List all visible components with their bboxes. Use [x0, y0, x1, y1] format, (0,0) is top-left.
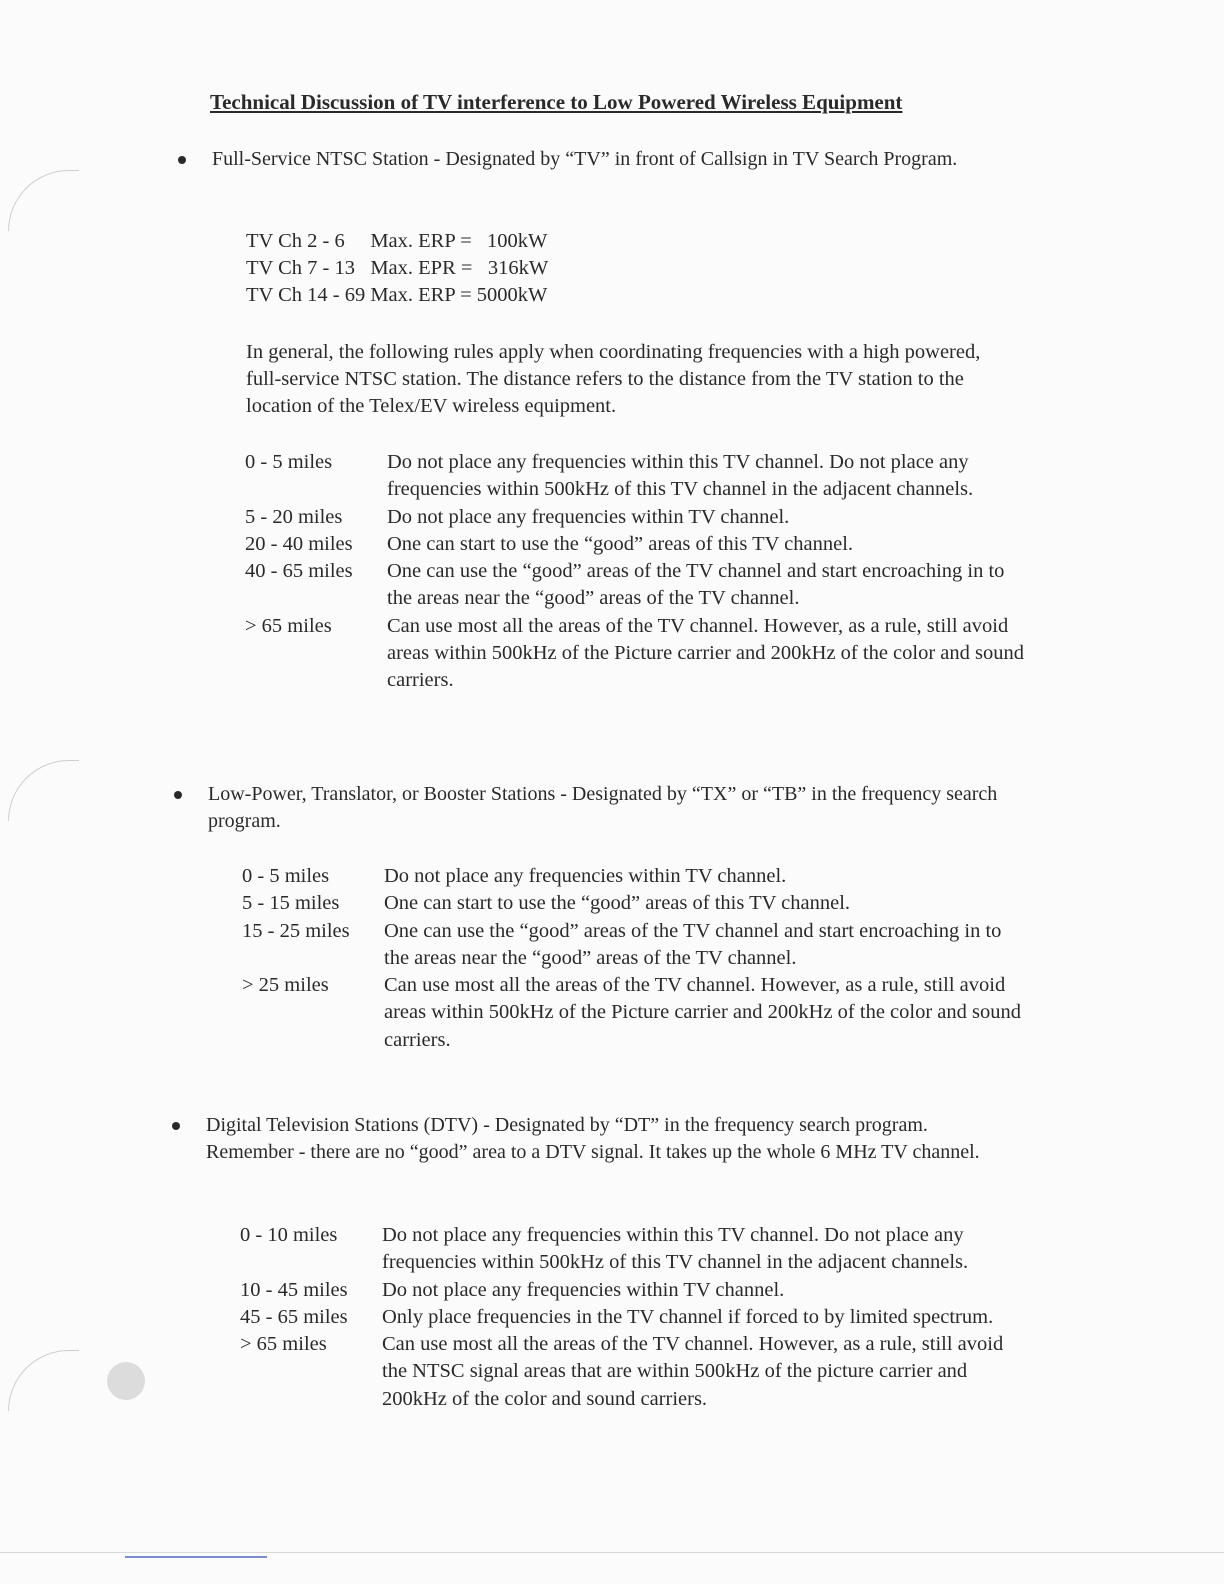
- rule-row: [242, 918, 1022, 973]
- rule-row: [240, 1304, 1020, 1331]
- rule-text: One can use the “good” areas of the TV channel and start encroaching in to the areas near the “good” areas of the TV channel.: [384, 919, 1002, 969]
- spec-row: TV Ch 2 - 6 Max. ERP = 100kW: [246, 230, 548, 252]
- rule-row: [242, 863, 1022, 890]
- bullet-icon: [172, 1122, 180, 1130]
- bullet-icon: [174, 791, 182, 799]
- rule-text: Do not place any frequencies within this TV channel. Do not place any frequencies within 500kHz of this TV channel in the adjacent channels.: [382, 1224, 969, 1274]
- rule-distance: 15 - 25 miles: [242, 919, 350, 942]
- rule-row: [240, 1331, 1020, 1413]
- punch-hole-middle: [8, 760, 79, 821]
- rule-text: Do not place any frequencies within TV channel.: [382, 1278, 785, 1301]
- rule-text: Only place frequencies in the TV channel if forced to by limited spectrum.: [382, 1305, 994, 1328]
- rule-distance: > 65 miles: [245, 614, 332, 637]
- rule-distance: 0 - 5 miles: [245, 451, 333, 473]
- rule-text: Do not place any frequencies within TV channel.: [387, 505, 790, 528]
- rule-distance: 40 - 65 miles: [245, 560, 353, 583]
- page-title: Technical Discussion of TV interference to Low Powered Wireless Equipment: [210, 90, 903, 114]
- scan-smudge: [107, 1362, 145, 1400]
- rule-text: One can start to use the “good” areas of this TV channel.: [384, 892, 851, 915]
- power-specs: [246, 228, 548, 309]
- rule-row: [245, 504, 1025, 531]
- blue-mark: [125, 1556, 267, 1558]
- rule-row: [242, 972, 1022, 1054]
- rule-row: [242, 890, 1022, 917]
- rule-distance: 45 - 65 miles: [240, 1305, 348, 1328]
- ntsc-rules-table: [245, 449, 1025, 695]
- spec-row: TV Ch 7 - 13 Max. EPR = 316kW: [246, 257, 549, 279]
- rule-text: Can use most all the areas of the TV channel. However, as a rule, still avoid the NTSC signal areas that are within 500kHz of the picture carrier and 200kHz of the color and sound carriers.: [382, 1333, 1004, 1410]
- spec-row: TV Ch 14 - 69 Max. ERP = 5000kW: [246, 284, 548, 306]
- rule-distance: 20 - 40 miles: [245, 532, 353, 555]
- rule-distance: 5 - 20 miles: [245, 505, 343, 528]
- rule-distance: > 65 miles: [240, 1333, 327, 1356]
- rule-text: Can use most all the areas of the TV channel. However, as a rule, still avoid areas within 500kHz of the Picture carrier and 200kHz of the color and sound carriers.: [384, 974, 1022, 1051]
- section-heading-ntsc: Full-Service NTSC Station - Designated by “TV” in front of Callsign in TV Search Program.: [212, 148, 958, 170]
- bullet-icon: [178, 156, 186, 164]
- rule-row: [245, 613, 1025, 695]
- rule-text: One can start to use the “good” areas of this TV channel.: [387, 532, 854, 555]
- rule-row: [240, 1222, 1020, 1277]
- rule-row: [245, 531, 1025, 558]
- rule-distance: > 25 miles: [242, 974, 329, 997]
- rule-text: One can use the “good” areas of the TV channel and start encroaching in to the areas near the “good” areas of the TV channel.: [387, 560, 1005, 610]
- low-power-rules-table: [242, 863, 1022, 1054]
- rule-distance: 0 - 5 miles: [242, 865, 330, 887]
- punch-hole-top: [8, 170, 79, 231]
- intro-paragraph: In general, the following rules apply when coordinating frequencies with a high powered, full-service NTSC station. The distance refers to the distance from the TV station to the location of the Telex/EV wireless equipment.: [246, 341, 981, 417]
- section-heading-dtv: Digital Television Stations (DTV) - Designated by “DT” in the frequency search program. Remember - there are no “good” area to a DTV signal. It takes up the whole 6 MHz TV channel.: [206, 1114, 980, 1163]
- rule-text: Do not place any frequencies within this TV channel. Do not place any frequencies within 500kHz of this TV channel in the adjacent channels.: [387, 451, 974, 501]
- punch-hole-bottom: [8, 1350, 79, 1411]
- dtv-rules-table: [240, 1222, 1020, 1413]
- page-bottom-edge: [0, 1552, 1224, 1553]
- section-heading-low-power: Low-Power, Translator, or Booster Stations - Designated by “TX” or “TB” in the frequency search program.: [208, 783, 998, 832]
- rule-row: [240, 1277, 1020, 1304]
- rule-row: [245, 449, 1025, 504]
- rule-distance: 10 - 45 miles: [240, 1278, 348, 1301]
- rule-text: Can use most all the areas of the TV channel. However, as a rule, still avoid areas within 500kHz of the Picture carrier and 200kHz of the color and sound carriers.: [387, 614, 1025, 692]
- rule-row: [245, 558, 1025, 613]
- rule-distance: 0 - 10 miles: [240, 1224, 338, 1246]
- rule-distance: 5 - 15 miles: [242, 892, 340, 915]
- rule-text: Do not place any frequencies within TV channel.: [384, 865, 787, 887]
